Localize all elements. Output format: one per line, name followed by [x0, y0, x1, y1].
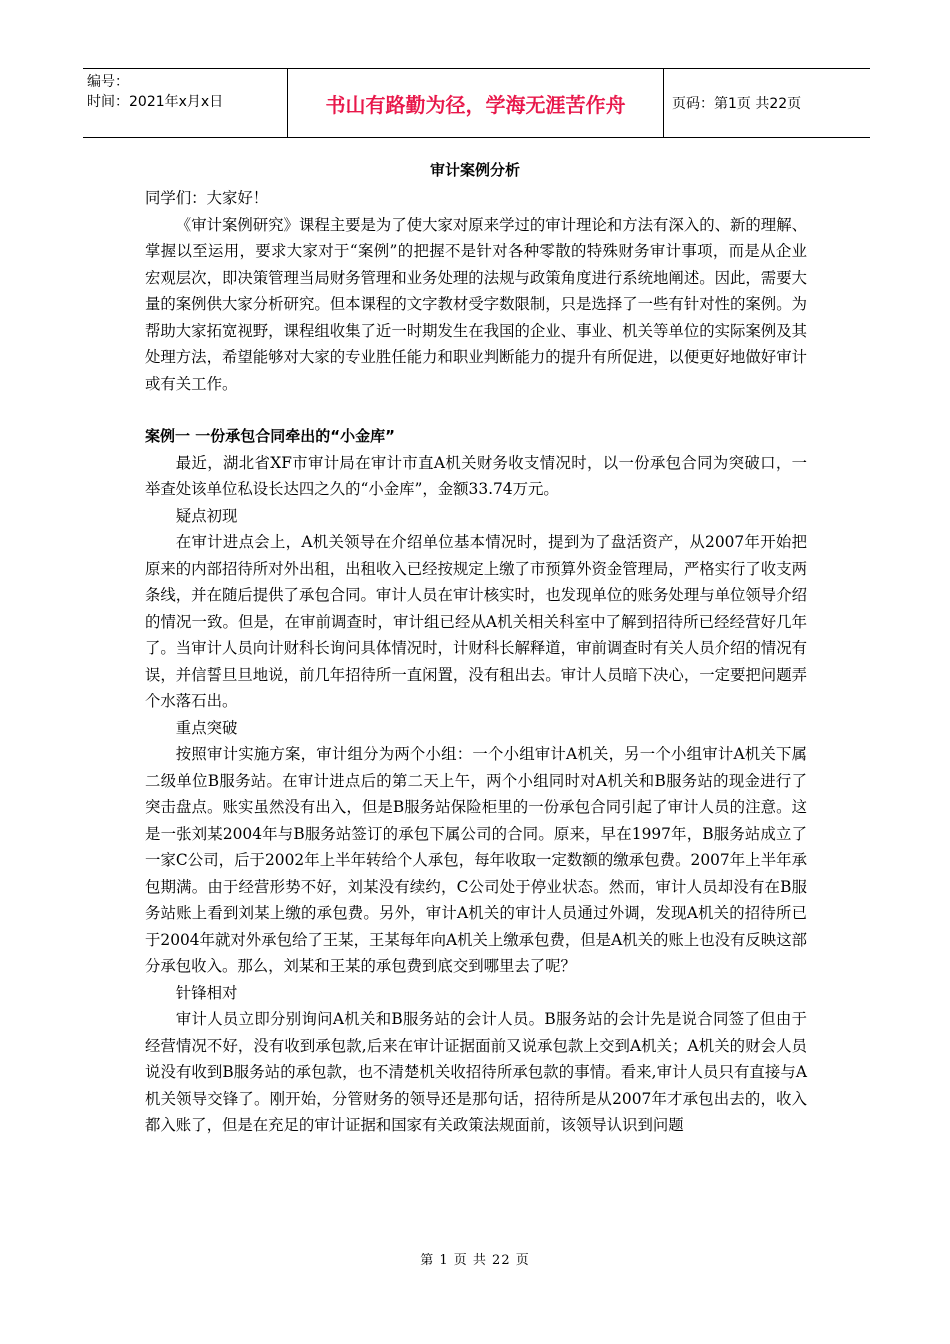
- header-page-info: 页码：第1页 共22页: [672, 96, 802, 112]
- subheading-confrontation: 针锋相对: [175, 983, 238, 1002]
- document-header: [83, 68, 870, 138]
- case-heading: 案例一 一份承包合同牵出的“小金库”: [145, 427, 395, 445]
- subheading-breakthrough: 重点突破: [175, 718, 238, 737]
- header-meta-cell: [83, 69, 288, 137]
- document-body: [145, 185, 807, 1139]
- case-paragraph-4: 审计人员立即分别询问A机关和B服务站的会计人员。B服务站的会计先是说合同签了但由于经营情况不好，没有收到承包款,后来在审计证据面前又说承包款上交到A机关；A机关的财会人员说没有收到B服务站的承包款，也不清楚机关收招待所承包款的事情。看来,审计人员只有直接与A机关领导交锋了。刚开始，分管财务的领导还是那句话，招待所是从2007年才承包出去的，收入都入账了，但是在充足的审计证据和国家有关政策法规面前，该领导认识到问题: [145, 1010, 807, 1134]
- case-paragraph-1: 最近，湖北省XF市审计局在审计市直A机关财务收支情况时，以一份承包合同为突破口，一举查处该单位私设长达四之久的“小金库”，金额33.74万元。: [145, 453, 807, 498]
- page-footer: 第 1 页 共 22 页: [420, 1253, 530, 1268]
- header-number-label: 编号：: [87, 74, 129, 90]
- document-title: 审计案例分析: [429, 161, 520, 179]
- case-paragraph-2: 在审计进点会上，A机关领导在介绍单位基本情况时，提到为了盘活资产，从2007年开始把原来的内部招待所对外出租，出租收入已经按规定上缴了市预算外资金管理局，严格实行了收支两条线，并在随后提供了承包合同。审计人员在审计核实时，也发现单位的账务处理与单位领导介绍的情况一致。但是，在审前调查时，审计组已经从A机关相关科室中了解到招待所已经经营好几年了。当审计人员向计财科长询问具体情况时，计财科长解释道，审前调查时有关人员介绍的情况有误，并信誓旦旦地说，前几年招待所一直闲置，没有租出去。审计人员暗下决心，一定要把问题弄个水落石出。: [145, 533, 807, 710]
- subheading-suspicion: 疑点初现: [175, 506, 238, 525]
- paragraph-gap: [145, 397, 807, 423]
- header-date-label: 时间：2021年x月x日: [87, 94, 224, 110]
- case-paragraph-3: 按照审计实施方案，审计组分为两个小组：一个小组审计A机关，另一个小组审计A机关下属二级单位B服务站。在审计进点后的第二天上午，两个小组同时对A机关和B服务站的现金进行了突击盘点。账实虽然没有出入，但是B服务站保险柜里的一份承包合同引起了审计人员的注意。这是一张刘某2004年与B服务站签订的承包下属公司的合同。原来，早在1997年，B服务站成立了一家C公司，后于2002年上半年转给个人承包，每年收取一定数额的缴承包费。2007年上半年承包期满。由于经营形势不好，刘某没有续约，C公司处于停业状态。然而，审计人员却没有在B服务站账上看到刘某上缴的承包费。另外，审计A机关的审计人员通过外调，发现A机关的招待所已于2004年就对外承包给了王某，王某每年向A机关上缴承包费，但是A机关的账上也没有反映这部分承包收入。那么，刘某和王某的承包费到底交到哪里去了呢？: [145, 745, 807, 975]
- greeting: 同学们：大家好！: [145, 189, 269, 207]
- intro-paragraph: 《审计案例研究》课程主要是为了使大家对原来学过的审计理论和方法有深入的、新的理解、掌握以至运用，要求大家对于“案例”的把握不是针对各种零散的特殊财务审计事项，而是从企业宏观层次，即决策管理当局财务管理和业务处理的法规与政策角度进行系统地阐述。因此，需要大量的案例供大家分析研究。但本课程的文字教材受字数限制，只是选择了一些有针对性的案例。为帮助大家拓宽视野，课程组收集了近一时期发生在我国的企业、事业、机关等单位的实际案例及其处理方法，希望能够对大家的专业胜任能力和职业判断能力的提升有所促进，以便更好地做好审计或有关工作。: [145, 215, 807, 393]
- header-motto: 书山有路勤为径，学海无涯苦作舟: [288, 69, 664, 137]
